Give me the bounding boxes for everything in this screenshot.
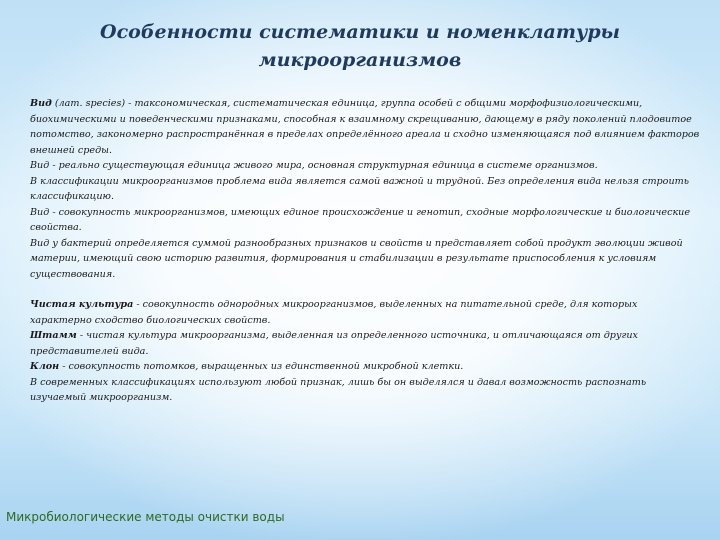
term-pure-culture: Чистая культура — [30, 299, 134, 310]
paragraph-gap — [30, 282, 700, 297]
term-species: Вид — [30, 98, 52, 109]
definition-species-text: (лат. species) - таксономическая, систематическая единица, группа особей с общими морфофизиологическими, биохимическими и поведенческими признаками, способная к взаимному скрещиванию, дающему в ряду поколений плодовитое потомство, закономерно распространённая в пределах определённого ареала и сходно изменяющаяся под влиянием факторов внешней среды. — [30, 98, 700, 156]
slide-body — [30, 96, 700, 406]
page-title — [60, 18, 660, 74]
term-strain: Штамм — [30, 330, 77, 341]
title-line-2: микроорганизмов — [258, 49, 462, 71]
definition-clone — [30, 359, 700, 375]
definition-clone-text: - совокупность потомков, выращенных из единственной микробной клетки. — [59, 361, 464, 372]
definition-pure-culture-text: - совокупность однородных микроорганизмов, выделенных на питательной среде, для которых характерно сходство биологических свойств. — [30, 299, 638, 326]
definition-strain-text: - чистая культура микроорганизма, выделенная из определенного источника, и отличающаяся от других представителей вида. — [30, 330, 638, 357]
definition-strain — [30, 328, 700, 359]
title-line-1: Особенности систематики и номенклатуры — [100, 21, 620, 43]
slide-footer: Микробиологические методы очистки воды — [6, 510, 285, 524]
paragraph-species-bacteria: Вид у бактерий определяется суммой разнообразных признаков и свойств и представляет собой продукт эволюции живой материи, имеющий свою историю развития, формирования и стабилизации в результате приспособления к условиям существования. — [30, 237, 683, 280]
definition-species — [30, 96, 700, 158]
paragraph-species-real: Вид - реально существующая единица живого мира, основная структурная единица в системе организмов. — [30, 160, 598, 171]
definition-pure-culture — [30, 297, 700, 328]
paragraph-species-totality: Вид - совокупность микроорганизмов, имеющих единое происхождение и генотип, сходные морфологические и биологические свойства. — [30, 206, 691, 233]
paragraph-species-classification: В классификации микроорганизмов проблема вида является самой важной и трудной. Без определения вида нельзя строить классификацию. — [30, 175, 689, 202]
term-clone: Клон — [30, 361, 60, 372]
paragraph-modern-classification: В современных классификациях используют любой признак, лишь бы он выделялся и давал возможность распознать изучаемый микроорганизм. — [30, 376, 647, 403]
